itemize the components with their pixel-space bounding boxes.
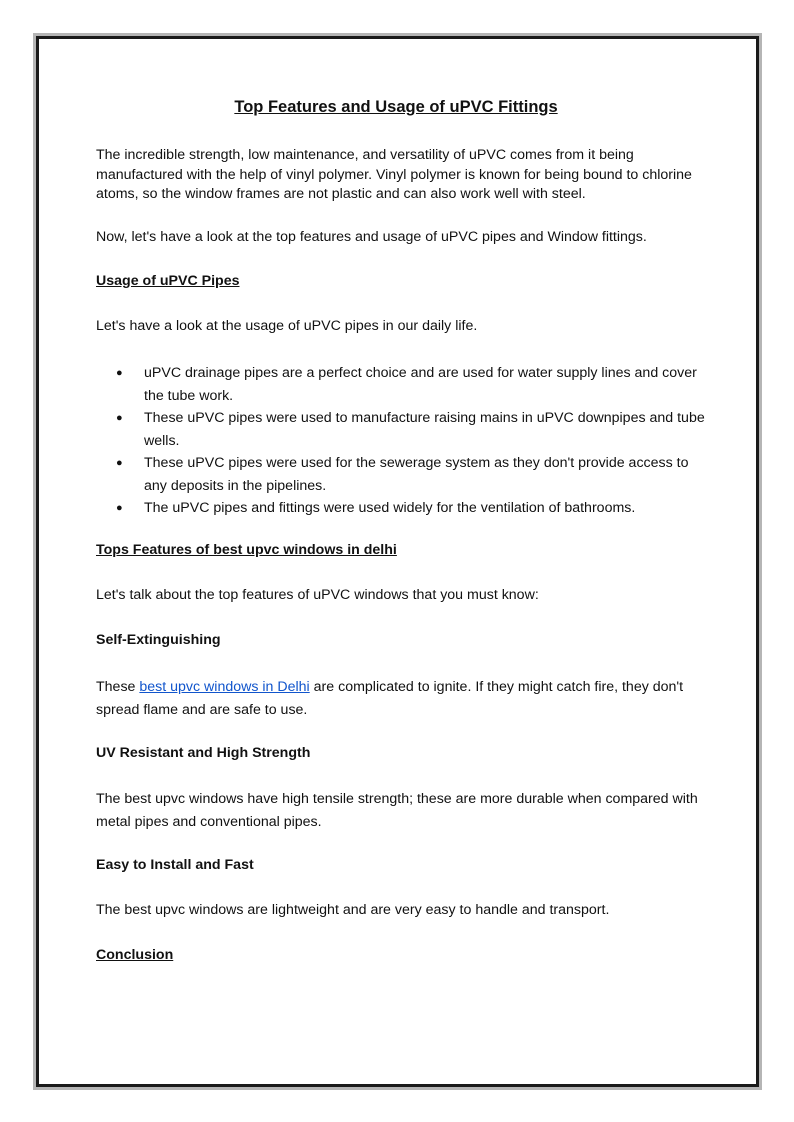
list-item: ● These uPVC pipes were used to manufacture raising mains in uPVC downpipes and tube wells. <box>116 407 706 452</box>
uv-resistant-paragraph: The best upvc windows have high tensile strength; these are more durable when compared with metal pipes and conventional pipes. <box>96 791 698 830</box>
easy-install-heading: Easy to Install and Fast <box>96 857 254 873</box>
list-item: ● uPVC drainage pipes are a perfect choice and are used for water supply lines and cover the tube work. <box>116 362 706 407</box>
features-section-heading: Tops Features of best upvc windows in delhi <box>96 542 397 558</box>
intro-paragraph: The incredible strength, low maintenance, and versatility of uPVC comes from it being manufactured with the help of vinyl polymer. Vinyl polymer is known for being bound to chlorine atoms, so the window frames are not plastic and can also work well with steel. <box>96 147 692 202</box>
features-section-lead: Let's talk about the top features of uPVC windows that you must know: <box>96 587 539 603</box>
best-upvc-windows-link[interactable]: best upvc windows in Delhi <box>139 679 310 695</box>
list-item: ● These uPVC pipes were used for the sewerage system as they don't provide access to any deposits in the pipelines. <box>116 452 706 497</box>
intro-followup: Now, let's have a look at the top features and usage of uPVC pipes and Window fittings. <box>96 229 647 245</box>
conclusion-heading: Conclusion <box>96 947 174 963</box>
usage-section-heading: Usage of uPVC Pipes <box>96 273 240 289</box>
usage-section-lead: Let's have a look at the usage of uPVC pipes in our daily life. <box>96 318 478 334</box>
self-extinguishing-heading: Self-Extinguishing <box>96 632 221 648</box>
document-title: Top Features and Usage of uPVC Fittings <box>234 98 558 116</box>
self-extinguishing-text-before: These <box>96 679 140 695</box>
list-item: ● The uPVC pipes and fittings were used widely for the ventilation of bathrooms. <box>116 497 706 520</box>
usage-bullet-list <box>116 362 706 520</box>
self-extinguishing-paragraph <box>96 676 698 721</box>
self-extinguishing-text-after: are complicated to ignite. If they might catch fire, they don't spread flame and are safe to use. <box>96 679 684 718</box>
easy-install-paragraph: The best upvc windows are lightweight and are very easy to handle and transport. <box>96 902 610 918</box>
uv-resistant-heading: UV Resistant and High Strength <box>96 745 311 761</box>
